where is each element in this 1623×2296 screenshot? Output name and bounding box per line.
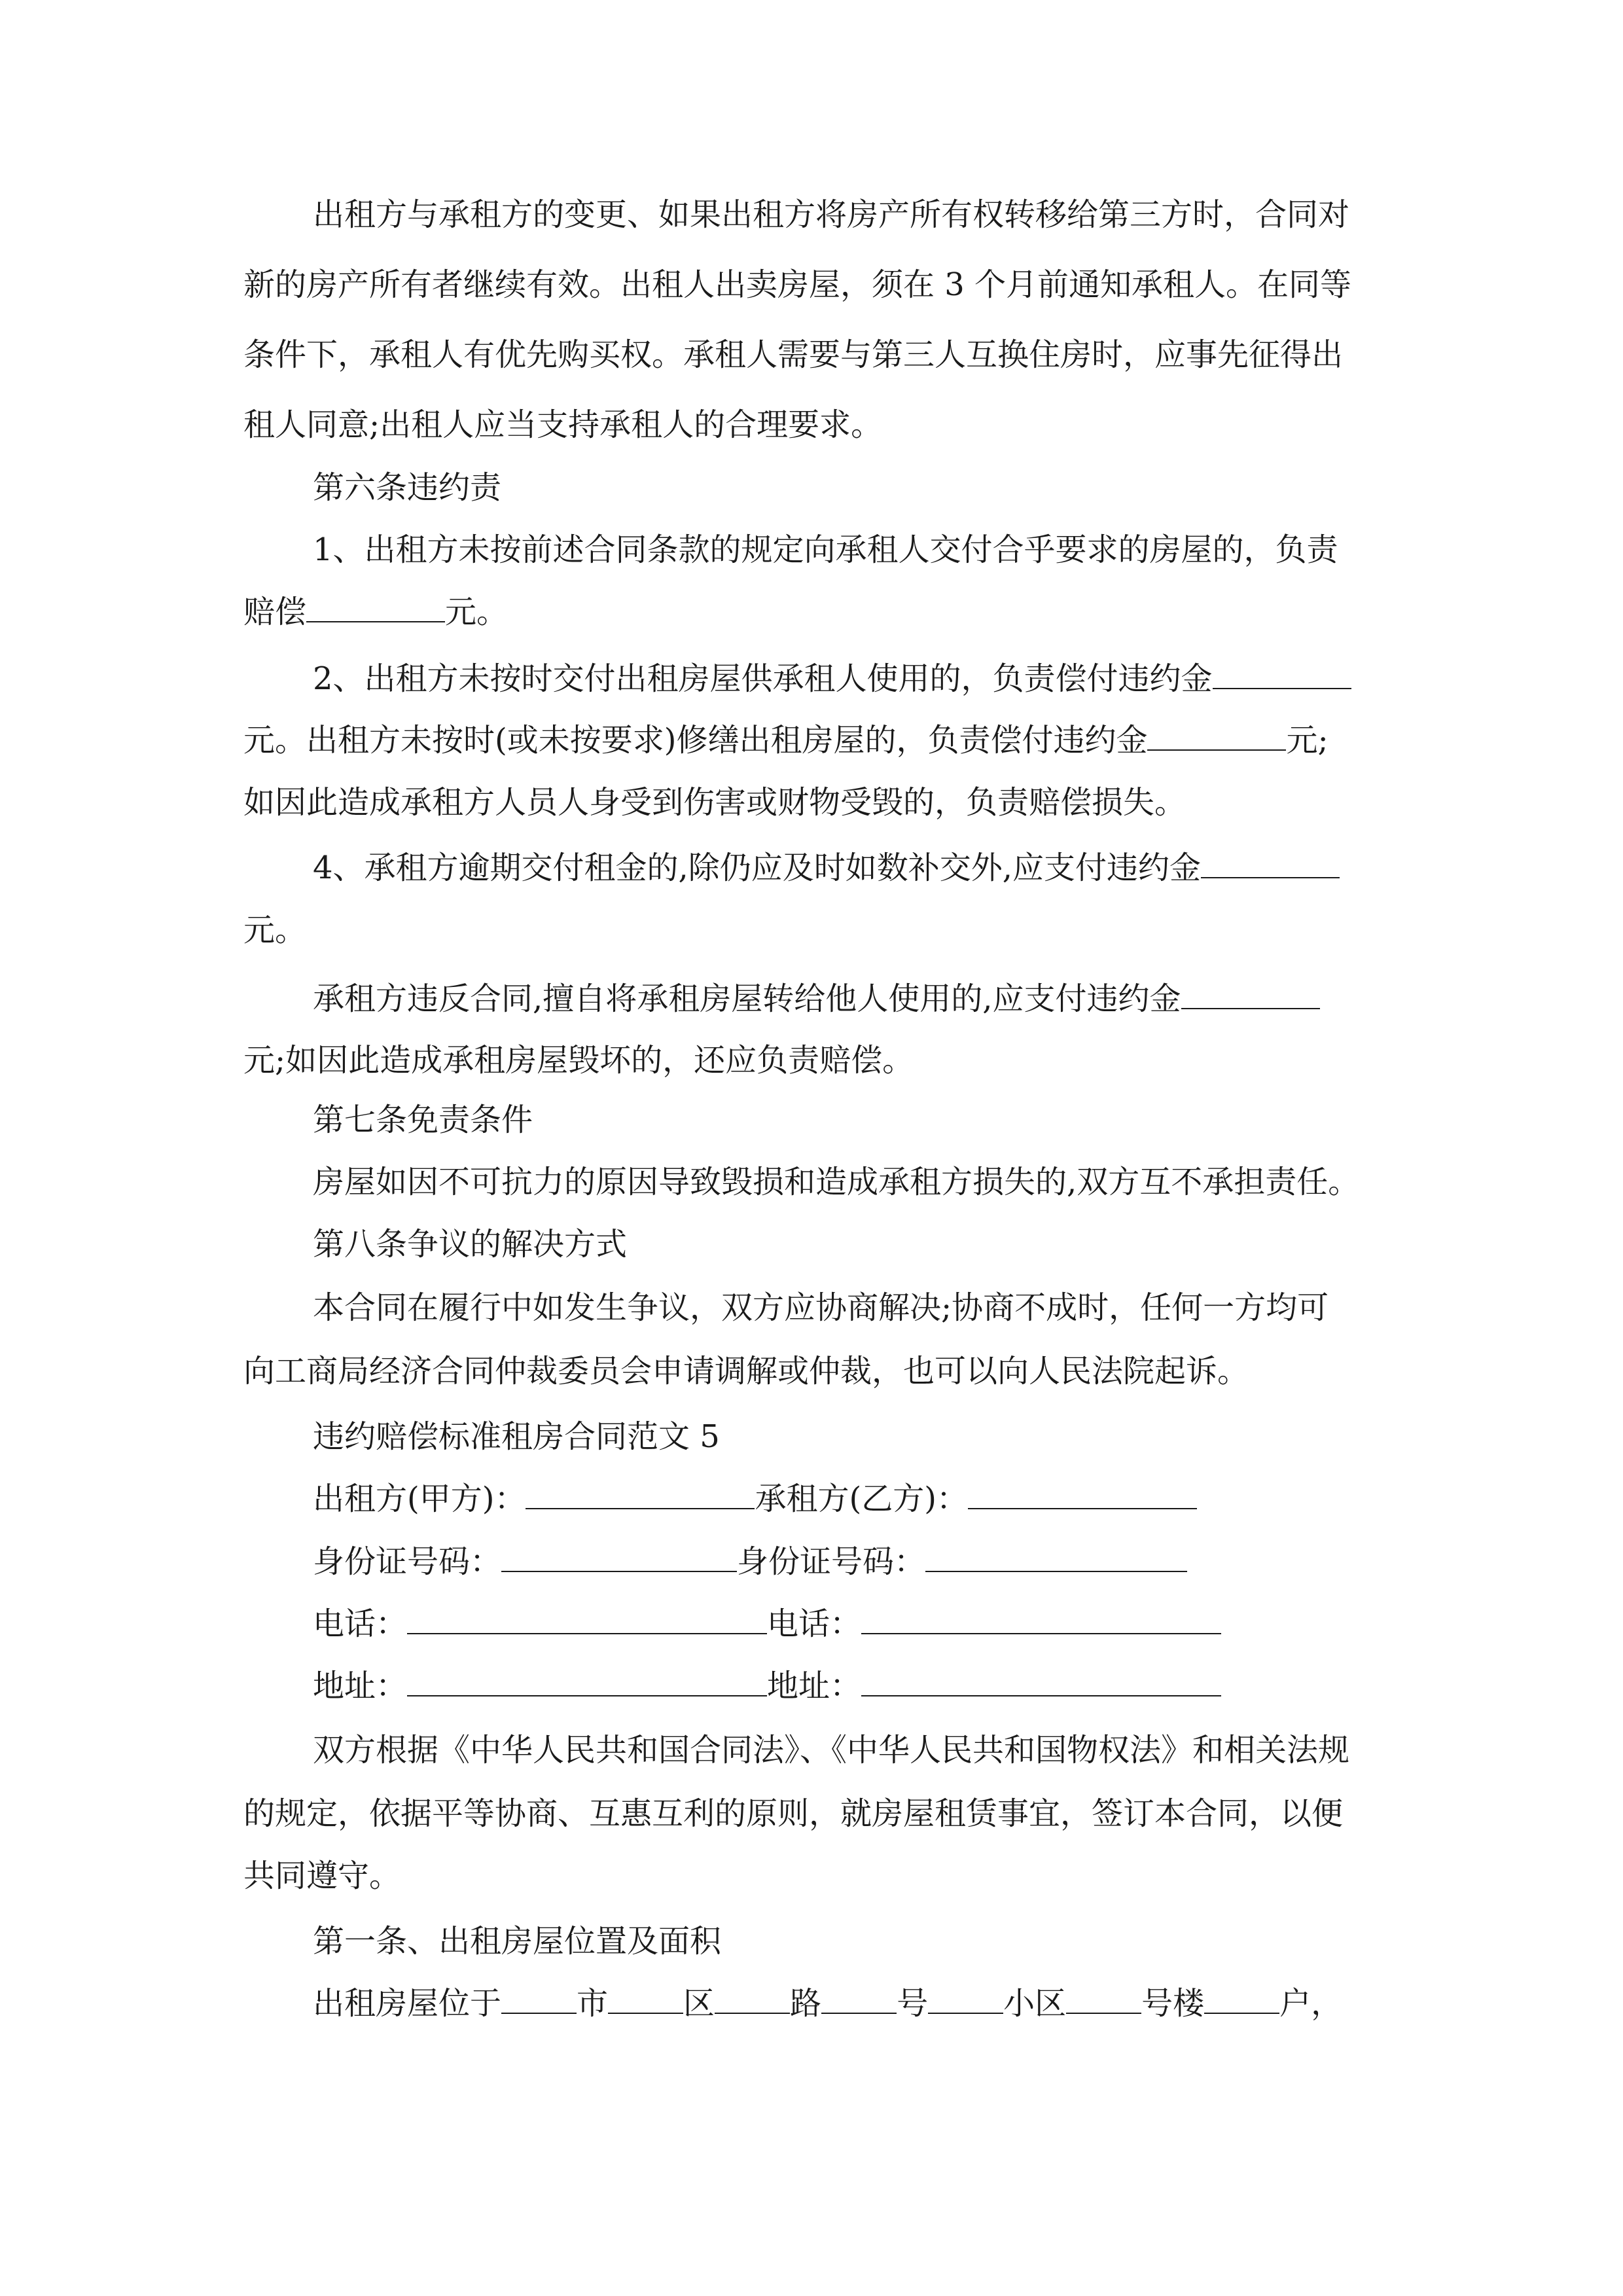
id-label-b: 身份证号码： [737,1543,926,1580]
lessee-label: 承租方(乙方)： [755,1480,968,1517]
amount-blank[interactable] [306,592,445,622]
address-label-b: 地址： [767,1668,862,1704]
id-blank-b[interactable] [925,1542,1187,1572]
lessee-blank[interactable] [968,1479,1197,1509]
number-label: 号 [897,1985,929,2022]
basis-line3: 共同遵守。 [243,1857,401,1894]
phone-blank-a[interactable] [407,1604,767,1634]
clause-2-line3: 如因此造成承租方人员人身受到伤害或财物受毁的，负责赔偿损失。 [243,784,1186,821]
clause-2-line2 [243,721,1399,760]
address-blank-b[interactable] [861,1666,1221,1696]
clause-2-text: 2、出租方未按时交付出租房屋供承租人使用的，负责偿付违约金 [313,660,1213,697]
amount-blank[interactable] [1213,659,1351,689]
id-label-a: 身份证号码： [313,1543,502,1580]
clause-2-line1 [313,659,1469,698]
clause-5-line2: 元;如因此造成承租房屋毁坏的，还应负责赔偿。 [243,1042,914,1079]
amount-blank[interactable] [1147,721,1286,751]
road-label: 路 [790,1985,822,2022]
phone-row [313,1604,1469,1643]
article-8-heading: 第八条争议的解决方式 [313,1226,628,1263]
paragraph-transfer-line4: 租人同意;出租人应当支持承租人的合理要求。 [243,406,883,443]
paragraph-transfer-line3: 条件下，承租人有优先购买权。承租人需要与第三人互换住房时，应事先征得出 [243,336,1344,373]
district-label: 区 [683,1985,715,2022]
clause-4-text: 4、承租方逾期交付租金的,除仍应及时如数补交外,应支付违约金 [313,850,1202,886]
article-7-body: 房屋如因不可抗力的原因导致毁损和造成承租方损失的,双方互不承担责任。 [313,1164,1360,1200]
clause-1-prefix: 赔偿 [243,594,307,630]
id-row [313,1542,1469,1581]
building-label: 号楼 [1141,1985,1205,2022]
id-blank-a[interactable] [501,1542,737,1572]
sample-5-title: 违约赔偿标准租房合同范文 5 [313,1418,720,1455]
article-8-body-line1: 本合同在履行中如发生争议，双方应协商解决;协商不成时，任何一方均可 [313,1289,1329,1326]
lessor-blank[interactable] [526,1479,755,1509]
article-7-heading: 第七条免责条件 [313,1102,533,1138]
amount-blank[interactable] [1201,848,1340,878]
clause-2-text2: 元。出租方未按时(或未按要求)修缮出租房屋的，负责偿付违约金 [243,722,1148,759]
address-label-a: 地址： [313,1668,408,1704]
phone-label-a: 电话： [313,1605,408,1642]
city-label: 市 [577,1985,609,2022]
lessor-label: 出租方(甲方)： [313,1480,526,1517]
phone-blank-b[interactable] [861,1604,1221,1634]
basis-line1: 双方根据《中华人民共和国合同法》、《中华人民共和国物权法》和相关法规 [313,1732,1350,1768]
phone-label-b: 电话： [767,1605,862,1642]
district-blank[interactable] [608,1984,683,2014]
parties-row [313,1479,1469,1518]
amount-blank[interactable] [1181,979,1320,1009]
clause-1-suffix: 元。 [445,594,508,630]
paragraph-transfer-line1: 出租方与承租方的变更、如果出租方将房产所有权转移给第三方时，合同对 [313,196,1350,233]
building-blank[interactable] [1066,1984,1141,2014]
unit-blank[interactable] [1204,1984,1279,2014]
community-blank[interactable] [928,1984,1003,2014]
road-blank[interactable] [715,1984,790,2014]
location-prefix: 出租房屋位于 [313,1985,502,2022]
community-label: 小区 [1003,1985,1067,2022]
address-blank-a[interactable] [407,1666,767,1696]
clause-5-text: 承租方违反合同,擅自将承租房屋转给他人使用的,应支付违约金 [313,980,1181,1017]
clause-4-line2: 元。 [243,912,307,948]
basis-line2: 的规定，依据平等协商、互惠互利的原则，就房屋租赁事宜，签订本合同，以便 [243,1795,1344,1832]
clause-2-suffix: 元; [1286,722,1329,759]
article-6-heading: 第六条违约责 [313,469,502,506]
city-blank[interactable] [501,1984,577,2014]
location-row [313,1984,1469,2023]
number-blank[interactable] [821,1984,897,2014]
clause-4-line1 [313,848,1469,888]
clause-1-line1: 1、出租方未按前述合同条款的规定向承租人交付合乎要求的房屋的，负责 [313,531,1338,568]
clause-1-line2 [243,592,1399,632]
clause-5-line1 [313,979,1469,1018]
paragraph-transfer-line2: 新的房产所有者继续有效。出租人出卖房屋，须在 3 个月前通知承租人。在同等 [243,266,1352,303]
unit-label: 户， [1279,1985,1343,2022]
article-8-body-line2: 向工商局经济合同仲裁委员会申请调解或仲裁，也可以向人民法院起诉。 [243,1353,1249,1390]
article-1-heading: 第一条、出租房屋位置及面积 [313,1923,722,1960]
address-row [313,1666,1469,1706]
